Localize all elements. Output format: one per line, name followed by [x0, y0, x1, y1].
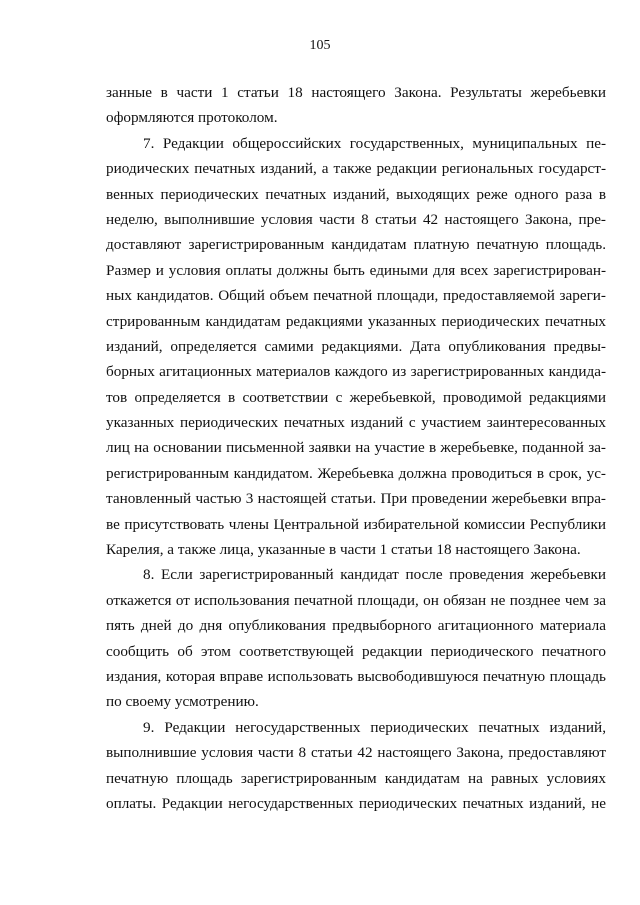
- text-line: стрированным кандидатам редакциями указанных периодических печатных: [106, 312, 606, 330]
- text-line: по своему усмотрению.: [106, 693, 259, 711]
- text-line: пять дней до дня опубликования предвыборного агитационного материала: [106, 617, 606, 635]
- body-text: [106, 80, 606, 816]
- text-line: венных периодических печатных изданий, выходящих реже одного раза в: [106, 185, 606, 203]
- text-line: занные в части 1 статьи 18 настоящего Закона. Результаты жеребьевки: [106, 84, 606, 101]
- text-line: неделю, выполнившие условия части 8 статьи 42 настоящего Закона, пре-: [106, 210, 606, 228]
- text-line: риодических печатных изданий, а также редакции региональных государст-: [106, 160, 606, 178]
- text-line: борных агитационных материалов каждого из зарегистрированных кандида-: [106, 363, 606, 381]
- text-line: тановленный частью 3 настоящей статьи. При проведении жеребьевки впра-: [106, 490, 606, 508]
- text-line: откажется от использования печатной площади, он обязан не позднее чем за: [106, 591, 606, 609]
- text-line: 7. Редакции общероссийских государственных, муниципальных пе-: [143, 134, 606, 152]
- text-line: изданий, определяется самими редакциями. Дата опубликования предвы-: [106, 337, 606, 355]
- text-line: регистрированным кандидатом. Жеребьевка должна проводиться в срок, ус-: [106, 464, 606, 482]
- text-line: 9. Редакции негосударственных периодических печатных изданий,: [143, 718, 606, 736]
- text-line: доставляют зарегистрированным кандидатам платную печатную площадь.: [106, 236, 606, 254]
- text-line: печатную площадь зарегистрированным кандидатам на равных условиях: [106, 769, 606, 787]
- page-number: 105: [309, 38, 331, 53]
- text-line: Карелия, а также лица, указанные в части 1 статьи 18 настоящего Закона.: [106, 541, 581, 559]
- text-line: издания, которая вправе использовать высвободившуюся печатную площадь: [106, 667, 606, 685]
- text-line: выполнившие условия части 8 статьи 42 настоящего Закона, предоставляют: [106, 744, 606, 762]
- text-line: оплаты. Редакции негосударственных периодических печатных изданий, не: [106, 794, 606, 812]
- text-line: Размер и условия оплаты должны быть едиными для всех зарегистрирован-: [106, 261, 606, 279]
- text-line: 8. Если зарегистрированный кандидат после проведения жеребьевки: [143, 566, 606, 584]
- text-line: сообщить об этом соответствующей редакции периодического печатного: [106, 642, 606, 660]
- text-line: тов определяется в соответствии с жеребьевкой, проводимой редакциями: [106, 388, 606, 406]
- text-line: ве присутствовать члены Центральной избирательной комиссии Республики: [106, 515, 606, 533]
- text-line: оформляются протоколом.: [106, 109, 278, 127]
- text-line: ных кандидатов. Общий объем печатной площади, предоставляемой зареги-: [106, 287, 606, 305]
- text-line: указанных периодических печатных изданий с участием заинтересованных: [106, 414, 606, 432]
- text-line: лиц на основании письменной заявки на участие в жеребьевке, поданной за-: [106, 439, 606, 457]
